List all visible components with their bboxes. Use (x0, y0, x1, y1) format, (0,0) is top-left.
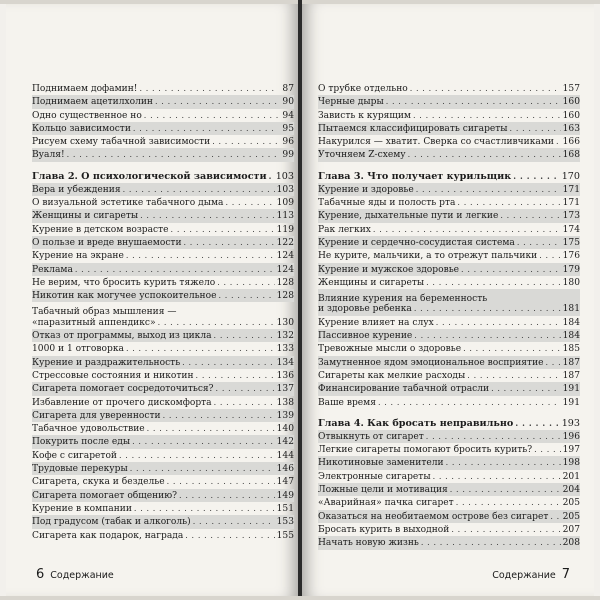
toc-entry-title: Избавление от прочего дискомфорта (32, 397, 212, 408)
toc-leader-dots (155, 95, 278, 107)
toc-entry-title: Курение и сердечно-сосудистая система (318, 237, 515, 248)
toc-entry-title: Сигареты как мелкие расходы (318, 370, 466, 381)
toc-leader-dots (218, 289, 274, 301)
toc-entry-page: 204 (562, 485, 580, 496)
toc-entry-title: Не курите, мальчики, а то отрежут пальчики (318, 251, 538, 262)
toc-entry-title: О визуальной эстетике табачного дыма (32, 198, 224, 209)
toc-leader-dots (269, 169, 274, 181)
toc-entry-title: Глава 2. О психологической зависимости (32, 170, 267, 182)
toc-entry-page: 171 (562, 198, 580, 209)
page-number: 7 (561, 567, 570, 582)
toc-entry-page: 139 (276, 410, 294, 421)
toc-entry-title: Женщины и сигареты (32, 211, 139, 222)
toc-entry-title: Никотин как могучее успокоительное (32, 291, 217, 302)
toc-entry-title: Тревожные мысли о здоровье (318, 344, 462, 355)
toc-entry (318, 496, 580, 509)
toc-entry-title: Сигарета как подарок, награда (32, 530, 184, 541)
toc-leader-dots (373, 223, 561, 235)
page-number: 6 (36, 567, 45, 582)
toc-entry-title: Сигарета помогает сосредоточиться? (32, 384, 214, 395)
toc-leader-dots (513, 169, 560, 181)
toc-entry-page: 184 (562, 317, 580, 328)
toc-entry-title: Курение на экране (32, 251, 124, 262)
toc-entry-title: Кофе с сигаретой (32, 450, 117, 461)
toc-leader-dots (179, 489, 275, 501)
toc-entry-page: 133 (276, 344, 294, 355)
toc-entry (318, 536, 580, 549)
toc-leader-dots (386, 95, 561, 107)
toc-leader-dots (75, 263, 275, 275)
toc-entry (32, 148, 294, 161)
toc-leader-dots (163, 409, 275, 421)
toc-leader-dots (225, 196, 274, 208)
toc-leader-dots (463, 342, 561, 354)
toc-leader-dots (426, 430, 561, 442)
toc-entry (318, 523, 580, 536)
toc-leader-dots (408, 148, 561, 160)
toc-entry (318, 510, 580, 523)
toc-entry (32, 223, 294, 236)
toc-entry-title: Курение влияет на слух (318, 317, 434, 328)
toc-entry-page: 95 (282, 123, 294, 134)
toc-entry (32, 409, 294, 422)
left-page (6, 4, 298, 596)
toc-entry-page: 193 (561, 417, 580, 429)
toc-leader-dots (414, 329, 560, 341)
toc-entry (32, 82, 294, 95)
toc-entry-page: 207 (562, 524, 580, 535)
toc-entry-page: 198 (562, 458, 580, 469)
toc-entry-page: 185 (562, 344, 580, 355)
toc-entry-title: Кольцо зависимости (32, 123, 131, 134)
toc-leader-dots (144, 109, 278, 121)
toc-leader-dots (414, 302, 561, 314)
toc-entry (318, 342, 580, 355)
toc-leader-dots (517, 236, 561, 248)
toc-entry-page: 160 (562, 110, 580, 121)
toc-entry (32, 356, 294, 369)
toc-entry-page: 103 (275, 170, 294, 182)
toc-entry (318, 263, 580, 276)
toc-entry (318, 316, 580, 329)
toc-entry (318, 236, 580, 249)
toc-entry-title: Замутненное ядом эмоциональное восприятие (318, 357, 544, 368)
left-footer (36, 567, 114, 582)
toc-entry-title: Табачные яды и полость рта (318, 198, 456, 209)
toc-leader-dots (546, 356, 561, 368)
toc-entry-page: 87 (282, 84, 294, 94)
toc-leader-dots (421, 536, 561, 548)
toc-entry (318, 289, 580, 305)
toc-leader-dots (171, 223, 275, 235)
toc-leader-dots (126, 249, 275, 261)
toc-leader-dots (539, 249, 560, 261)
toc-entry-page: 113 (276, 211, 294, 222)
toc-entry-page: 205 (562, 511, 580, 522)
toc-entry-title: Электронные сигареты (318, 471, 431, 482)
toc-chapter-heading (32, 169, 294, 183)
toc-entry-title: Влияние курения на беременность (318, 294, 488, 305)
toc-entry (318, 109, 580, 122)
toc-entry (32, 515, 294, 528)
toc-entry (32, 475, 294, 488)
toc-entry-title: Ваше время (318, 397, 376, 408)
toc-entry-title: Рисуем схему табачной зависимости (32, 137, 211, 148)
toc-leader-dots (67, 148, 278, 160)
toc-entry (318, 483, 580, 496)
toc-entry-page: 187 (562, 370, 580, 381)
toc-entry (318, 223, 580, 236)
toc-leader-dots (126, 342, 275, 354)
toc-entry-title: Женщины и сигареты (318, 277, 425, 288)
toc-leader-dots (185, 529, 274, 541)
toc-entry (32, 396, 294, 409)
toc-entry-title: Одно существенное но (32, 110, 142, 121)
toc-entry (318, 430, 580, 443)
toc-entry-page: 166 (562, 137, 580, 148)
toc-entry-title: и здоровье ребенка (318, 304, 412, 315)
toc-entry-title: Сигарета помогает общению? (32, 490, 178, 501)
toc-entry-title: Легкие сигареты помогают бросить курить? (318, 445, 533, 456)
toc-entry-page: 124 (276, 264, 294, 275)
toc-entry-page: 103 (276, 184, 294, 195)
toc-leader-dots (167, 475, 275, 487)
toc-entry-page: 96 (282, 137, 294, 148)
page-edge-bottom (0, 596, 600, 600)
toc-entry-title: Покурить после еды (32, 437, 131, 448)
toc-leader-dots (456, 496, 561, 508)
toc-entry-title: Отказ от программы, выход из цикла (32, 331, 212, 342)
toc-entry-page: 134 (276, 357, 294, 368)
toc-entry-title: Начать новую жизнь (318, 538, 419, 549)
toc-entry-title: Оказаться на необитаемом острове без сигарет (318, 511, 549, 522)
toc-entry-page: 151 (276, 503, 294, 514)
toc-entry-title: Вуаля! (32, 150, 65, 161)
toc-entry-title: Отвыкнуть от сигарет (318, 431, 424, 442)
toc-leader-dots (139, 82, 278, 94)
toc-leader-dots (119, 449, 275, 461)
footer-label: Содержание (50, 570, 114, 581)
toc-leader-dots (196, 369, 275, 381)
toc-entry-page: 119 (276, 224, 294, 235)
toc-entry (318, 356, 580, 369)
toc-entry-title: О пользе и вреде внушаемости (32, 237, 182, 248)
toc-leader-dots (556, 135, 561, 147)
toc-entry-page: 173 (562, 211, 580, 222)
toc-entry (32, 289, 294, 302)
toc-entry (32, 209, 294, 222)
toc-leader-dots (147, 422, 275, 434)
toc-entry-title: Курение и раздражительность (32, 357, 181, 368)
toc-entry-title: Не верим, что бросить курить тяжело (32, 277, 216, 288)
toc-leader-dots (416, 183, 561, 195)
toc-entry (32, 263, 294, 276)
toc-entry-page: 157 (562, 84, 580, 94)
toc-leader-dots (158, 316, 275, 328)
toc-entry (32, 302, 294, 318)
toc-leader-dots (178, 302, 278, 314)
toc-leader-dots (130, 462, 275, 474)
toc-entry-title: Черные дыры (318, 97, 384, 108)
right-page (302, 4, 594, 596)
right-footer (492, 567, 570, 582)
toc-entry (32, 196, 294, 209)
toc-entry (318, 148, 580, 161)
toc-entry-title: Сигарета для уверенности (32, 410, 161, 421)
toc-entry-page: 90 (282, 97, 294, 108)
toc-entry (318, 329, 580, 342)
toc-leader-dots (413, 109, 561, 121)
toc-entry-page: 196 (562, 431, 580, 442)
toc-entry-title: Зависть к курящим (318, 110, 411, 121)
toc-leader-dots (426, 276, 561, 288)
toc-leader-dots (461, 263, 561, 275)
toc-entry-title: Курение и мужское здоровье (318, 264, 460, 275)
toc-entry-page: 174 (562, 224, 580, 235)
toc-entry (318, 396, 580, 409)
toc-entry (32, 135, 294, 148)
toc-entry-title: Рак легких (318, 224, 371, 235)
toc-entry (32, 529, 294, 542)
toc-entry (318, 122, 580, 135)
toc-leader-dots (410, 82, 561, 94)
toc-entry-title: Табачный образ мышления — (32, 307, 177, 318)
right-toc (318, 82, 580, 550)
toc-leader-dots (193, 515, 275, 527)
toc-entry-title: «Аварийная» пачка сигарет (318, 498, 454, 509)
toc-leader-dots (489, 289, 564, 301)
toc-entry-title: Уточняем Z-схему (318, 150, 406, 161)
toc-entry-title: Глава 4. Как бросать неправильно (318, 417, 514, 429)
toc-leader-dots (450, 483, 561, 495)
toc-entry (32, 342, 294, 355)
toc-entry (32, 502, 294, 515)
toc-entry (32, 462, 294, 475)
toc-entry (318, 382, 580, 395)
toc-entry-page: 130 (276, 317, 294, 328)
toc-entry-page: 205 (562, 498, 580, 509)
toc-entry-title: Бросать курить в выходной (318, 524, 450, 535)
toc-entry-page: 142 (276, 437, 294, 448)
toc-leader-dots (132, 435, 275, 447)
toc-entry-page: 181 (562, 304, 580, 315)
toc-entry-title: Курение, дыхательные пути и легкие (318, 211, 499, 222)
toc-leader-dots (123, 183, 275, 195)
toc-entry-page: 168 (562, 150, 580, 161)
toc-entry (32, 422, 294, 435)
toc-entry-title: Накурился — хватит. Сверка со счастливчиками (318, 137, 554, 148)
toc-leader-dots (446, 456, 561, 468)
toc-entry-title: Поднимаем дофамин! (32, 84, 138, 94)
toc-entry-title: Под градусом (табак и алкоголь) (32, 517, 191, 528)
toc-leader-dots (500, 209, 560, 221)
toc-entry-title: Финансирование табачной отрасли (318, 384, 490, 395)
toc-entry (32, 382, 294, 395)
toc-leader-dots (534, 443, 561, 455)
toc-leader-dots (491, 382, 561, 394)
toc-entry-page: 122 (276, 237, 294, 248)
toc-entry (318, 135, 580, 148)
toc-leader-dots (134, 502, 275, 514)
toc-chapter-heading (318, 169, 580, 183)
toc-entry (32, 329, 294, 342)
toc-entry-page: 191 (562, 397, 580, 408)
toc-leader-dots (457, 196, 560, 208)
toc-entry-page: 153 (276, 517, 294, 528)
toc-leader-dots (515, 416, 559, 428)
toc-entry-title: Вера и убеждения (32, 184, 121, 195)
toc-entry-page: 109 (276, 198, 294, 209)
toc-leader-dots (433, 470, 561, 482)
toc-entry (318, 369, 580, 382)
toc-entry-title: Трудовые перекуры (32, 464, 128, 475)
toc-entry (32, 489, 294, 502)
toc-entry-title: 1000 и 1 отговорка (32, 344, 124, 355)
toc-leader-dots (436, 316, 561, 328)
toc-leader-dots (217, 276, 274, 288)
toc-entry-title: О трубке отдельно (318, 84, 408, 94)
toc-leader-dots (182, 356, 274, 368)
toc-entry (32, 122, 294, 135)
toc-entry-page: 149 (276, 490, 294, 501)
toc-entry-title: Пассивное курение (318, 331, 413, 342)
toc-entry (318, 470, 580, 483)
toc-entry-page: 180 (562, 277, 580, 288)
toc-entry-title: Глава 3. Что получает курильщик (318, 170, 512, 182)
toc-entry (318, 302, 580, 315)
toc-entry-page: 179 (562, 264, 580, 275)
toc-entry-page: 146 (276, 464, 294, 475)
toc-entry-page: 140 (276, 424, 294, 435)
toc-entry-title: Пытаемся классифицировать сигареты (318, 123, 508, 134)
toc-entry (32, 183, 294, 196)
toc-entry (318, 249, 580, 262)
toc-entry-page: 137 (276, 384, 294, 395)
toc-entry-title: Курение и здоровье (318, 184, 414, 195)
toc-entry-page: 155 (276, 530, 294, 541)
toc-entry-page: 163 (562, 123, 580, 134)
toc-leader-dots (467, 369, 560, 381)
toc-entry (318, 443, 580, 456)
toc-entry-page: 144 (276, 450, 294, 461)
toc-entry-page: 170 (561, 170, 580, 182)
toc-entry (32, 276, 294, 289)
toc-entry-page: 124 (276, 251, 294, 262)
toc-entry-page: 94 (282, 110, 294, 121)
toc-entry (318, 95, 580, 108)
toc-entry-page: 128 (276, 291, 294, 302)
toc-entry-title: Табачное удовольствие (32, 424, 145, 435)
toc-leader-dots (550, 510, 560, 522)
toc-entry (32, 236, 294, 249)
toc-entry-page: 99 (282, 150, 294, 161)
toc-leader-dots (510, 122, 561, 134)
toc-leader-dots (451, 523, 560, 535)
toc-leader-dots (216, 382, 275, 394)
toc-entry (318, 209, 580, 222)
toc-entry (32, 316, 294, 329)
toc-entry-page: 187 (562, 357, 580, 368)
toc-chapter-heading (318, 416, 580, 430)
toc-entry-title: Реклама (32, 264, 73, 275)
toc-entry-page: 201 (562, 471, 580, 482)
toc-leader-dots (214, 329, 275, 341)
toc-entry (32, 369, 294, 382)
toc-entry-page: 138 (276, 397, 294, 408)
toc-entry-title: Поднимаем ацетилхолин (32, 97, 153, 108)
left-toc (32, 82, 294, 542)
toc-entry-page: 147 (276, 477, 294, 488)
toc-leader-dots (212, 135, 278, 147)
toc-leader-dots (133, 122, 278, 134)
toc-entry (32, 95, 294, 108)
toc-entry-title: Ложные цели и мотивация (318, 485, 448, 496)
footer-label: Содержание (492, 570, 556, 581)
toc-entry-page: 197 (562, 445, 580, 456)
toc-entry-title: Стрессовые состояния и никотин (32, 370, 194, 381)
toc-entry (32, 109, 294, 122)
toc-entry (318, 196, 580, 209)
toc-entry-page: 171 (562, 184, 580, 195)
toc-entry-page: 175 (562, 237, 580, 248)
toc-entry (318, 82, 580, 95)
toc-entry-page: 191 (562, 384, 580, 395)
toc-entry-page: 176 (562, 251, 580, 262)
toc-entry-title: Курение в детском возрасте (32, 224, 169, 235)
toc-entry-title: «паразитный аппендикс» (32, 317, 156, 328)
toc-entry-page: 128 (276, 277, 294, 288)
toc-entry-title: Никотиновые заменители (318, 458, 444, 469)
toc-entry (32, 449, 294, 462)
toc-entry (318, 276, 580, 289)
toc-leader-dots (214, 396, 275, 408)
toc-entry (318, 183, 580, 196)
toc-entry-title: Курение в компании (32, 503, 132, 514)
toc-entry-page: 208 (562, 538, 580, 549)
toc-leader-dots (378, 396, 561, 408)
toc-entry (32, 435, 294, 448)
toc-entry-page: 132 (276, 331, 294, 342)
toc-entry-page: 184 (562, 331, 580, 342)
toc-entry (318, 456, 580, 469)
toc-leader-dots (184, 236, 275, 248)
toc-entry-page: 160 (562, 97, 580, 108)
toc-entry-title: Сигарета, скука и безделье (32, 477, 165, 488)
toc-entry (32, 249, 294, 262)
toc-entry-page: 136 (276, 370, 294, 381)
toc-leader-dots (140, 209, 275, 221)
